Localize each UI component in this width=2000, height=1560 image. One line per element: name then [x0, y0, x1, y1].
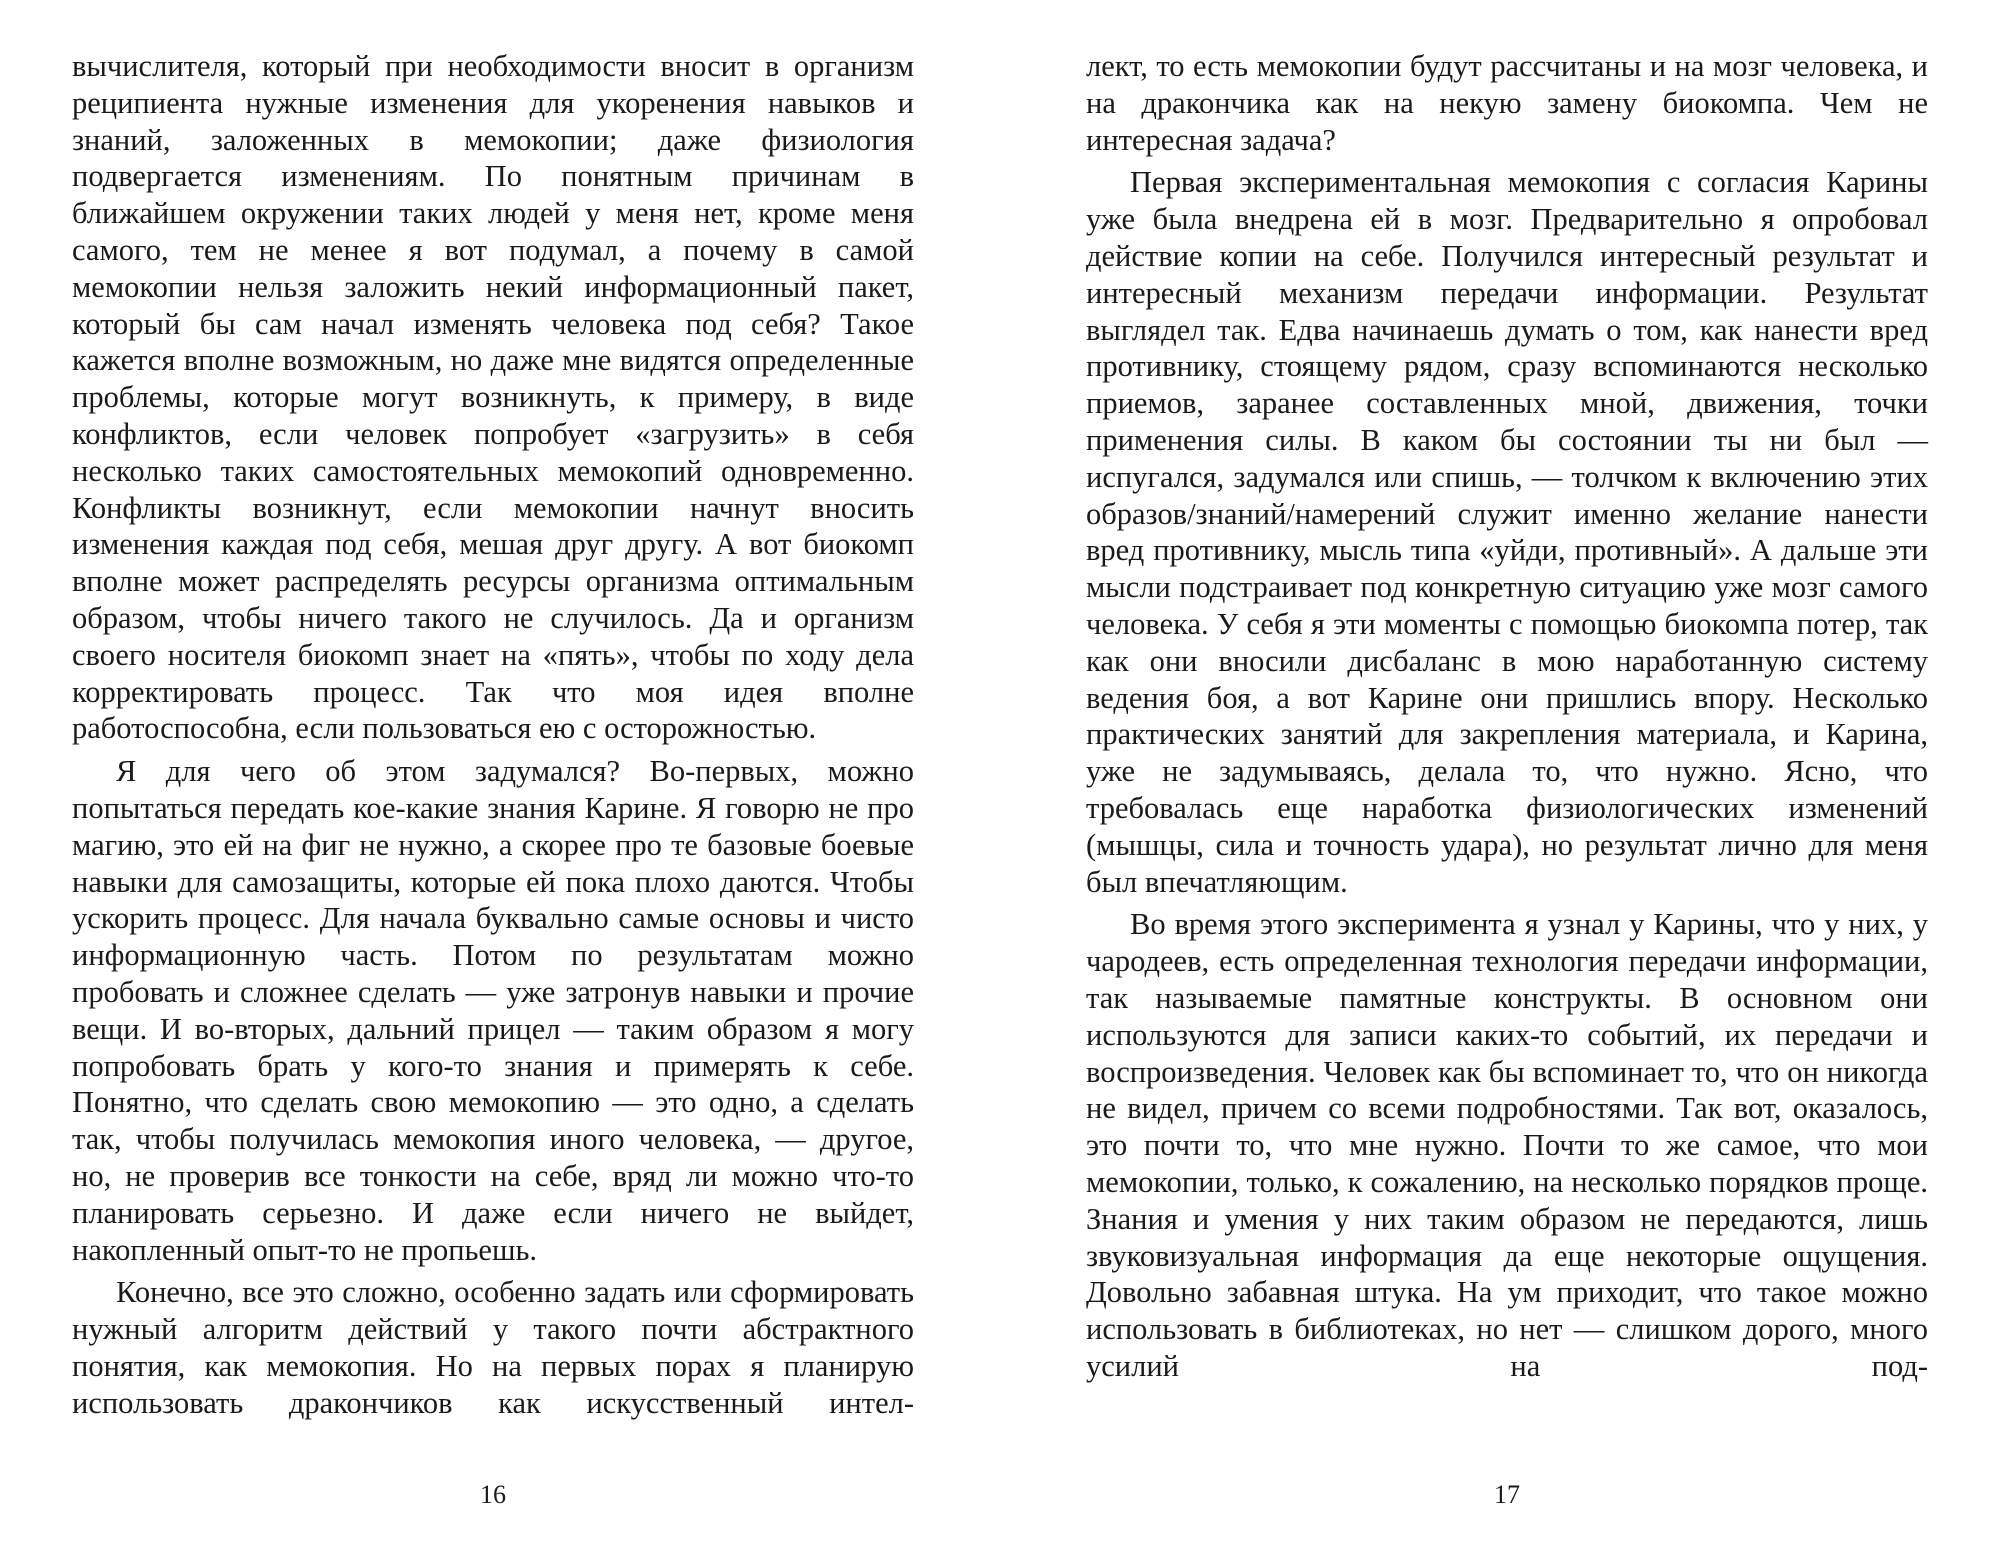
left-page	[72, 48, 914, 1548]
paragraph: Я для чего об этом задумался? Во-первых, можно попытаться передать кое-какие знания Карине. Я говорю не про магию, это ей на фиг не нужно, а скорее про те базовые боевые навыки для самозащиты, которые ей пока плохо даются. Чтобы ускорить процесс. Для начала буквально самые основы и чисто информационную часть. Потом по результатам можно пробовать и сложнее сделать — уже затронув навыки и прочие вещи. И во-вторых, дальний прицел — таким образом я могу попробовать брать у кого-то знания и примерять к себе. Понятно, что сделать свою мемокопию — это одно, а сделать так, чтобы получилась мемокопия иного человека, — другое, но, не проверив все тонкости на себе, вряд ли можно что-то планировать серьезно. И даже если ничего не выйдет, накопленный опыт-то не пропьешь.	[72, 754, 914, 1267]
right-page-text	[1086, 48, 1928, 1385]
paragraph: Конечно, все это сложно, особенно задать или сформировать нужный алгоритм действий у такого почти абстрактного понятия, как мемокопия. Но на первых порах я планирую использовать дракончиков как искусственный интел-	[72, 1275, 914, 1420]
page-number: 17	[1494, 1480, 1520, 1509]
paragraph: вычислителя, который при необходимости вносит в организм реципиента нужные изменения для укоренения навыков и знаний, заложенных в мемокопии; даже физиология подвергается изменениям. По понятным причинам в ближайшем окружении таких людей у меня нет, кроме меня самого, тем не менее я вот подумал, а почему в самой мемокопии нельзя заложить некий информационный пакет, который бы сам начал изменять человека под себя? Такое кажется вполне возможным, но даже мне видятся определенные проблемы, которые могут возникнуть, к примеру, в виде конфликтов, если человек попробует «загрузить» в себя несколько таких самостоятельных мемокопий одновременно. Конфликты возникнут, если мемокопии начнут вносить изменения каждая под себя, мешая друг другу. А вот биокомп вполне может распределять ресурсы организма оптимальным образом, чтобы ничего такого не случилось. Да и организм своего носителя биокомп знает на «пять», чтобы по ходу дела корректировать процесс. Так что моя идея вполне работоспособна, если пользоваться ею с осторожностью.	[72, 49, 914, 746]
left-page-text	[72, 48, 914, 1421]
right-page	[1086, 48, 1928, 1548]
paragraph: лект, то есть мемокопии будут рассчитаны и на мозг человека, и на дракончика как на некую замену биокомпа. Чем не интересная задача?	[1086, 49, 1928, 157]
page-number: 16	[480, 1480, 506, 1509]
paragraph: Во время этого эксперимента я узнал у Карины, что у них, у чародеев, есть определенная технология передачи информации, так называемые памятные конструкты. В основном они используются для записи каких-то событий, их передачи и воспроизведения. Человек как бы вспоминает то, что он никогда не видел, причем со всеми подробностями. Так вот, оказалось, это почти то, что мне нужно. Почти то же самое, что мои мемокопии, только, к сожалению, на несколько порядков проще. Знания и умения у них таким образом не передаются, лишь звуковизуальная информация да еще некоторые ощущения. Довольно забавная штука. На ум приходит, что такое можно использовать в библиотеках, но нет — слишком дорого, много усилий на под-	[1086, 907, 1928, 1383]
paragraph: Первая экспериментальная мемокопия с согласия Карины уже была внедрена ей в мозг. Предварительно я опробовал действие копии на себе. Получился интересный результат и интересный механизм передачи информации. Результат выглядел так. Едва начинаешь думать о том, как нанести вред противнику, стоящему рядом, сразу вспоминаются несколько приемов, заранее составленных мной, движения, точки применения силы. В каком бы состоянии ты ни был — испугался, задумался или спишь, — толчком к включению этих образов/знаний/намерений служит именно желание нанести вред противнику, мысль типа «уйди, противный». А дальше эти мысли подстраивает под конкретную ситуацию уже мозг самого человека. У себя я эти моменты с помощью биокомпа потер, так как они вносили дисбаланс в мою наработанную систему ведения боя, а вот Карине они пришлись впору. Несколько практических занятий для закрепления материала, и Карина, уже не задумываясь, делала то, что нужно. Ясно, что требовалась еще наработка физиологических изменений (мышцы, сила и точность удара), но результат лично для меня был впечатляющим.	[1086, 165, 1928, 899]
